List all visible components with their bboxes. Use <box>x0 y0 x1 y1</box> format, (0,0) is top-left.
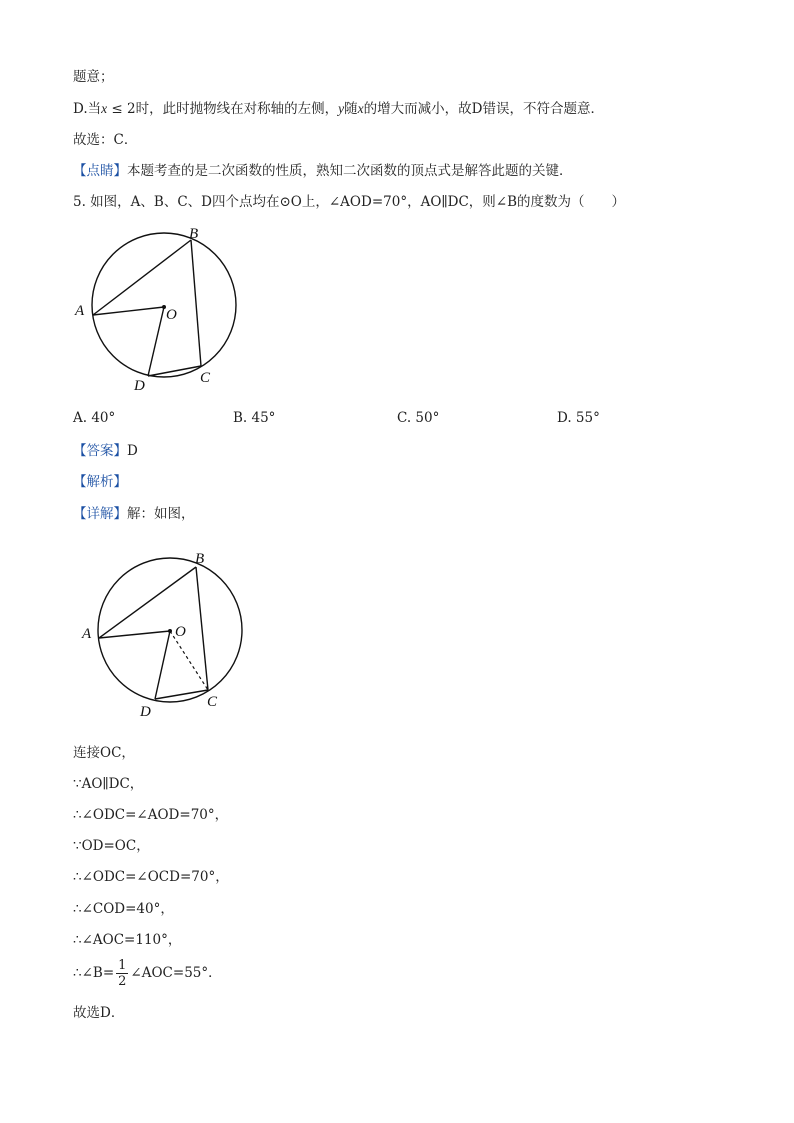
step-6: ∴∠COD=40°， <box>73 901 174 917</box>
fraction-numerator: 1 <box>118 958 127 973</box>
step-8 <box>73 958 222 989</box>
fig1-segment-do <box>148 307 164 376</box>
fig2-label-b: B <box>195 551 205 567</box>
intro-line-2-b: 时，此时抛物线在对称轴的左侧， <box>135 101 339 117</box>
answer-tag: 【答案】 <box>73 443 127 459</box>
intro-line-2-le: ≤ 2 <box>107 101 136 117</box>
step-5: ∴∠ODC=∠OCD=70°， <box>73 869 229 885</box>
fig2-center-dot <box>168 629 172 633</box>
detail-tag: 【详解】 <box>73 506 127 522</box>
step-8-b: ∠AOC=55°． <box>130 965 222 981</box>
detail-line <box>73 505 195 523</box>
fig2-segment-oa <box>99 631 170 638</box>
fig2-label-a: A <box>82 626 92 642</box>
option-a: A. 40° <box>73 410 116 426</box>
step-4: ∵OD=OC， <box>73 838 150 854</box>
question-stem: 5. 如图，A、B、C、D四个点均在⊙O上，∠AOD=70°，AO∥DC，则∠B的度数为（ ） <box>73 194 626 210</box>
fraction-denominator: 2 <box>118 974 127 989</box>
fig2-label-d: D <box>140 704 151 720</box>
intro-line-3: 故选：C． <box>73 132 138 148</box>
figure-2-circle-diagram <box>78 545 258 725</box>
fig1-label-a: A <box>75 303 85 319</box>
intro-line-4 <box>73 162 573 180</box>
intro-line-2 <box>73 100 604 118</box>
var-x-2: x <box>357 101 364 116</box>
analysis-line <box>73 473 127 491</box>
analysis-tag: 【解析】 <box>73 474 127 490</box>
intro-line-2-d: 的增大而减小，故D错误，不符合题意． <box>363 101 604 117</box>
fig1-label-d: D <box>134 378 145 394</box>
comment-tag: 【点睛】 <box>73 163 127 179</box>
step-7: ∴∠AOC=110°， <box>73 932 182 948</box>
var-x: x <box>101 101 108 116</box>
option-c: C. 50° <box>397 410 440 426</box>
figure-1-circle-diagram <box>70 222 250 402</box>
answer-line <box>73 442 138 460</box>
fig2-label-o: O <box>175 624 186 640</box>
detail-text: 解：如图， <box>127 506 195 522</box>
step-9: 故选D． <box>73 1005 125 1021</box>
intro-line-2-a: D.当 <box>73 101 102 117</box>
var-y: y <box>338 101 345 116</box>
fig1-segment-ab <box>93 240 191 315</box>
intro-line-1: 题意； <box>73 69 114 85</box>
fig2-segment-bc <box>196 567 208 690</box>
fig2-label-c: C <box>207 694 218 710</box>
fig1-segment-oa <box>93 307 164 315</box>
fig2-segment-cd <box>155 690 208 699</box>
fraction-one-half <box>116 958 128 989</box>
step-1: 连接OC， <box>73 745 135 761</box>
fig1-label-o: O <box>166 307 177 323</box>
option-d: D. 55° <box>557 410 600 426</box>
step-8-a: ∴∠B= <box>73 965 115 981</box>
step-3: ∴∠ODC=∠AOD=70°， <box>73 807 229 823</box>
fig1-label-b: B <box>189 226 199 242</box>
answer-value: D <box>127 443 138 459</box>
fig2-segment-do <box>155 631 170 699</box>
fig1-segment-bc <box>191 240 201 366</box>
option-b: B. 45° <box>233 410 276 426</box>
comment-text: 本题考查的是二次函数的性质，熟知二次函数的顶点式是解答此题的关键． <box>127 163 573 179</box>
fig1-label-c: C <box>200 370 211 386</box>
step-2: ∵AO∥DC， <box>73 776 144 792</box>
intro-line-2-c: 随 <box>344 101 358 117</box>
